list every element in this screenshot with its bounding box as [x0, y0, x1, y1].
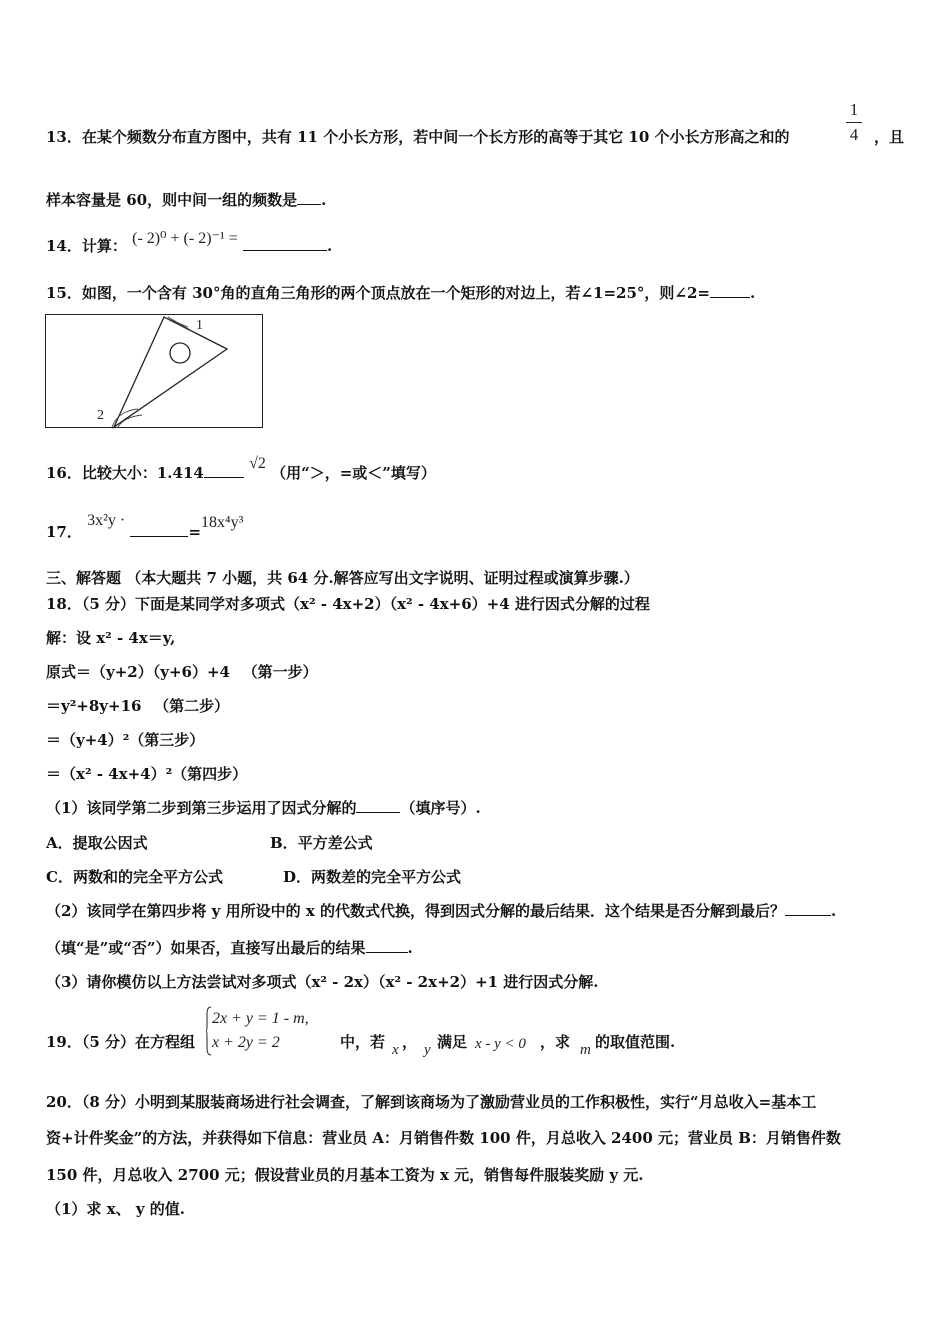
q13-fraction	[846, 100, 862, 145]
q19-comma: ，	[402, 1033, 418, 1051]
q19-condition: x - y < 0	[475, 1036, 526, 1052]
q18-sub2b: （填“是”或“否”）如果否，直接写出最后的结果 .	[46, 939, 413, 957]
q19-satisfy: 满足	[437, 1033, 468, 1051]
q15-figure-rectangle	[45, 314, 263, 428]
answer-blank[interactable]	[366, 938, 408, 953]
q18-option-a: A．提取公因式	[46, 834, 148, 852]
q17-line: 17． 3x²y · =18x⁴y³	[46, 512, 244, 541]
q18-option-d: D．两数差的完全平方公式	[283, 868, 462, 886]
answer-blank[interactable]	[130, 522, 188, 537]
q16-line: 16．比较大小：1.414 √2 （用“＞，=或＜”填写）	[46, 455, 436, 482]
equation-2: x + 2y = 2	[212, 1034, 280, 1051]
angle-1-label: 1	[196, 318, 203, 333]
q18-step4: ＝（x² - 4x+4）²（第四步）	[46, 765, 248, 783]
q20-sub1: （1）求 x、 y 的值.	[46, 1200, 185, 1218]
q18-step3: ＝（y+4）²（第三步）	[46, 731, 205, 749]
answer-blank[interactable]	[710, 283, 750, 298]
q18-step1: 原式＝（y+2）（y+6）+4 （第一步）	[46, 663, 318, 681]
fraction-numerator: 1	[849, 100, 859, 119]
answer-blank[interactable]	[356, 798, 400, 813]
q13-line2: 样本容量是 60，则中间一组的频数是 .	[46, 191, 327, 209]
q20-line2: 资+计件奖金”的方法，并获得如下信息：营业员 A：月销售件数 100 件，月总收入 2400 元；营业员 B：月销售件数	[46, 1129, 841, 1147]
q17-rhs: 18x⁴y³	[201, 514, 244, 531]
q18-option-c: C．两数和的完全平方公式	[46, 868, 223, 886]
answer-blank[interactable]	[204, 463, 244, 478]
q19-ask: ，求	[540, 1033, 571, 1051]
q14-expression: (- 2)⁰ + (- 2)⁻¹ =	[132, 230, 238, 247]
q15-line: 15．如图，一个含有 30°角的直角三角形的两个顶点放在一个矩形的对边上，若∠1=25°，则∠2= .	[46, 284, 756, 302]
answer-blank[interactable]	[785, 901, 831, 916]
q13-line1: 13．在某个频数分布直方图中，共有 11 个小长方形，若中间一个长方形的高等于其它 10 个小长方形高之和的	[46, 128, 790, 146]
q20-line3: 150 件，月总收入 2700 元；假设营业员的月基本工资为 x 元，销售每件服装奖励 y 元.	[46, 1166, 644, 1184]
q13-tail: ，且	[874, 128, 905, 146]
equation-1: 2x + y = 1 - m,	[212, 1010, 309, 1027]
q19-label: 19．（5 分）在方程组	[46, 1033, 196, 1051]
q18-step2: ＝y²+8y+16 （第二步）	[46, 697, 230, 715]
q18-intro: 18．（5 分）下面是某同学对多项式（x² - 4x+2）（x² - 4x+6）+4 进行因式分解的过程	[46, 595, 650, 613]
q18-sub3: （3）请你模仿以上方法尝试对多项式（x² - 2x）（x² - 2x+2）+1 进行因式分解.	[46, 973, 599, 991]
var-m: m	[580, 1042, 591, 1058]
q14-line: 14．计算： (- 2)⁰ + (- 2)⁻¹ = .	[46, 230, 333, 255]
q19-tail: 的取值范围.	[595, 1033, 676, 1051]
triangle-figure	[46, 315, 264, 429]
section3-title: 三、解答题 （本大题共 7 小题，共 64 分.解答应写出文字说明、证明过程或演算步骤.）	[46, 569, 639, 587]
angle-2-label: 2	[97, 408, 104, 423]
q18-option-b: B．平方差公式	[270, 834, 373, 852]
fraction-denominator: 4	[849, 125, 859, 144]
q18-step0: 解：设 x² - 4x＝y,	[46, 629, 176, 647]
equation-system	[212, 1007, 309, 1055]
var-x: x	[392, 1042, 399, 1058]
fraction-bar	[846, 122, 862, 123]
q19-mid: 中，若	[340, 1033, 386, 1051]
var-y: y	[424, 1042, 431, 1058]
q17-lhs: 3x²y ·	[87, 512, 126, 529]
answer-blank[interactable]	[243, 236, 327, 251]
q20-line1: 20．（8 分）小明到某服装商场进行社会调查，了解到该商场为了激励营业员的工作积极性，实行“月总收入=基本工	[46, 1093, 817, 1111]
q18-sub1: （1）该同学第二步到第三步运用了因式分解的 （填序号）.	[46, 799, 481, 817]
sqrt2: √2	[249, 455, 266, 472]
answer-blank[interactable]	[297, 190, 321, 205]
q18-sub2: （2）该同学在第四步将 y 用所设中的 x 的代数式代换，得到因式分解的最后结果．这个结果是否分解到最后？ .	[46, 902, 837, 920]
